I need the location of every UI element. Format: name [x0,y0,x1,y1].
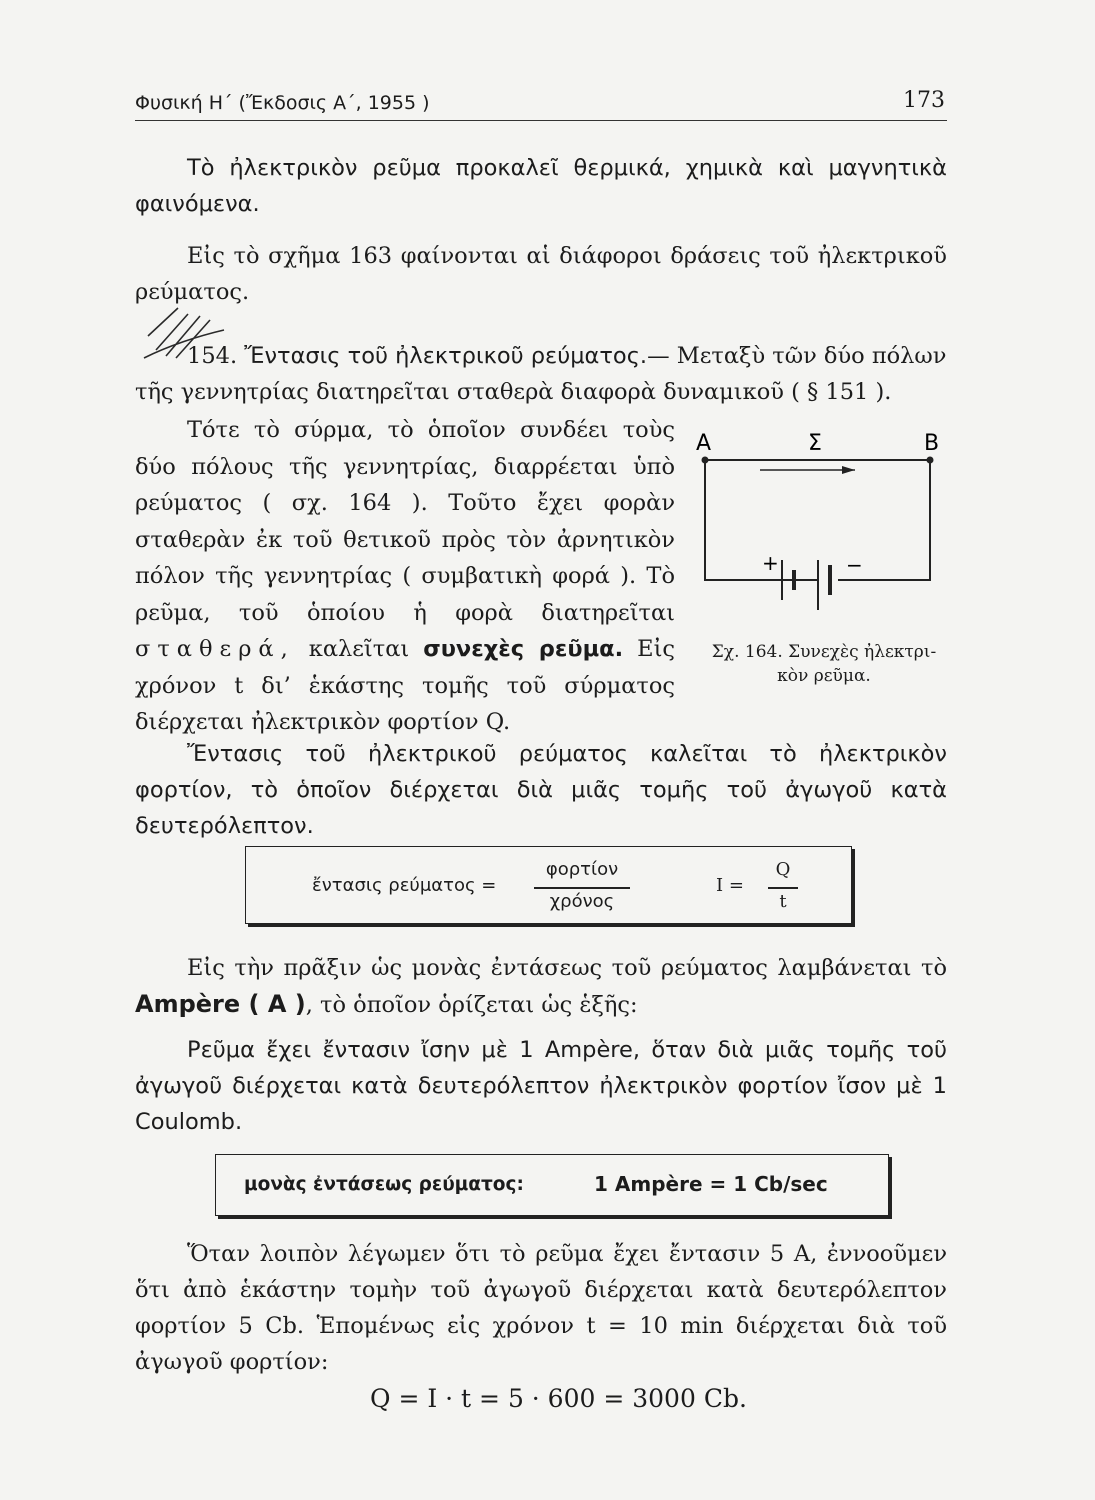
section-154 [135,338,947,410]
section-dash: — [647,343,670,369]
formula-lhs: ἔντασις ρεύματος = [312,875,497,896]
section-title: Ἔντασις τοῦ ἠλεκτρικοῦ ρεύματος. [244,343,648,369]
caption-line-1: Σχ. 164. Συνεχὲς ἠλεκτρι- [711,642,937,662]
figure-caption [693,640,955,688]
plus-sign: + [762,551,779,575]
paragraph-figure-163: Εἰς τὸ σχῆμα 163 φαίνονται αἱ διάφοροι δράσεις τοῦ ἠλεκτρικοῦ ρεύματος. [135,243,947,305]
paragraph-definition: Ἔντασις τοῦ ἠλεκτρικοῦ ρεύματος καλεῖται τὸ ἠλεκτρικὸν φορτίον, τὸ ὁποῖον διέρχεται διὰ μιᾶς τομῆς τοῦ ἀγωγοῦ κατὰ δευτερόλεπτον. [135,741,947,839]
paragraph-effects: Τὸ ἠλεκτρικὸν ρεῦμα προκαλεῖ θερμικά, χημικὰ καὶ μαγνητικὰ φαινόμενα. [135,155,947,217]
formula-denominator: χρόνος [549,891,615,912]
formula-fraction-bar [534,887,630,889]
paragraph-unit [135,950,947,1023]
p3-text: Τότε τὸ σύρμα, τὸ ὁποῖον συνδέει τοὺς δύο πόλους τῆς γεννητρίας, διαρρέεται ὑπὸ ρεύματος ( σχ. 164 ). Τοῦτο ἔχει φορὰν σταθερὰν ἐκ τοῦ θετικοῦ πρὸς τὸν ἀρνητικὸν πόλον τῆς γεννητρίας ( συμβατικὴ φορά ). Τὸ ρεῦμα, τοῦ ὁποίου ἡ φορὰ διατηρεῖται [135,417,675,626]
unit-label: μονὰς ἐντάσεως ρεύματος: [244,1174,524,1195]
formula-symbol-bar [768,887,798,889]
formula-numerator: φορτίον [545,859,619,880]
label-a: A [696,431,712,456]
section-lead: Μεταξὺ τῶν δύο πόλων τῆς γεννητρίας διατηρεῖται σταθερὰ διαφορὰ δυναμικοῦ ( § 151 ). [135,343,947,405]
p5-end: , τὸ ὁποῖον ὁρίζεται ὡς ἑξῆς: [305,992,638,1018]
unit-ampere: Ampère ( A ) [135,990,306,1018]
terminal-b [927,457,934,464]
final-equation: Q = I · t = 5 · 600 = 3000 Cb. [370,1384,747,1413]
current-arrow-head [842,466,855,474]
label-b: B [924,431,940,456]
formula-symbol-num: Q [775,859,791,880]
p5-start: Εἰς τὴν πρᾶξιν ὡς μονὰς ἐντάσεως τοῦ ρεύματος λαμβάνεται τὸ [187,955,947,981]
label-sigma: Σ [808,431,822,456]
paragraph-example: Ὅταν λοιπὸν λέγωμεν ὅτι τὸ ρεῦμα ἔχει ἔντασιν 5 A, ἐννοοῦμεν ὅτι ἀπὸ ἑκάστην τομὴν τοῦ ἀγωγοῦ διέρχεται κατὰ δευτερόλεπτον φορτίον 5 Cb. Ἑπομένως εἰς χρόνον t = 10 min διέρχεται διὰ τοῦ ἀγωγοῦ φορτίον: [135,1241,947,1375]
paragraph-direct-current [135,412,675,741]
running-title: Φυσική Η΄ (Ἔκδοσις Α΄, 1955 ) [135,92,430,114]
term-constant: σταθερά, [135,636,295,662]
page-number: 173 [903,88,945,113]
term-direct-current: συνεχὲς ρεῦμα. [423,636,624,662]
unit-value: 1 Ampère = 1 Cb/sec [594,1172,828,1196]
p3-end: Εἰς χρόνον t δι’ ἑκάστης τομῆς τοῦ σύρματος διέρχεται ἠλεκτρικὸν φορτίον Q. [135,636,675,735]
formula-box-unit [215,1154,889,1216]
paragraph-ampere-definition: Ρεῦμα ἔχει ἔντασιν ἴσην μὲ 1 Ampère, ὅταν διὰ μιᾶς τομῆς τοῦ ἀγωγοῦ διέρχεται κατὰ δευτερόλεπτον ἠλεκτρικὸν φορτίον ἴσον μὲ 1 Coulomb. [135,1037,947,1135]
minus-sign: − [846,553,863,577]
terminal-a [702,457,709,464]
formula-symbol-lhs: I = [716,875,744,896]
p3-called: καλεῖται [308,636,410,662]
caption-line-2: κὸν ρεῦμα. [777,666,871,686]
section-number: 154. [187,343,238,369]
page-header [135,88,947,121]
formula-box-intensity [245,846,852,924]
formula-symbol-den: t [779,891,787,912]
